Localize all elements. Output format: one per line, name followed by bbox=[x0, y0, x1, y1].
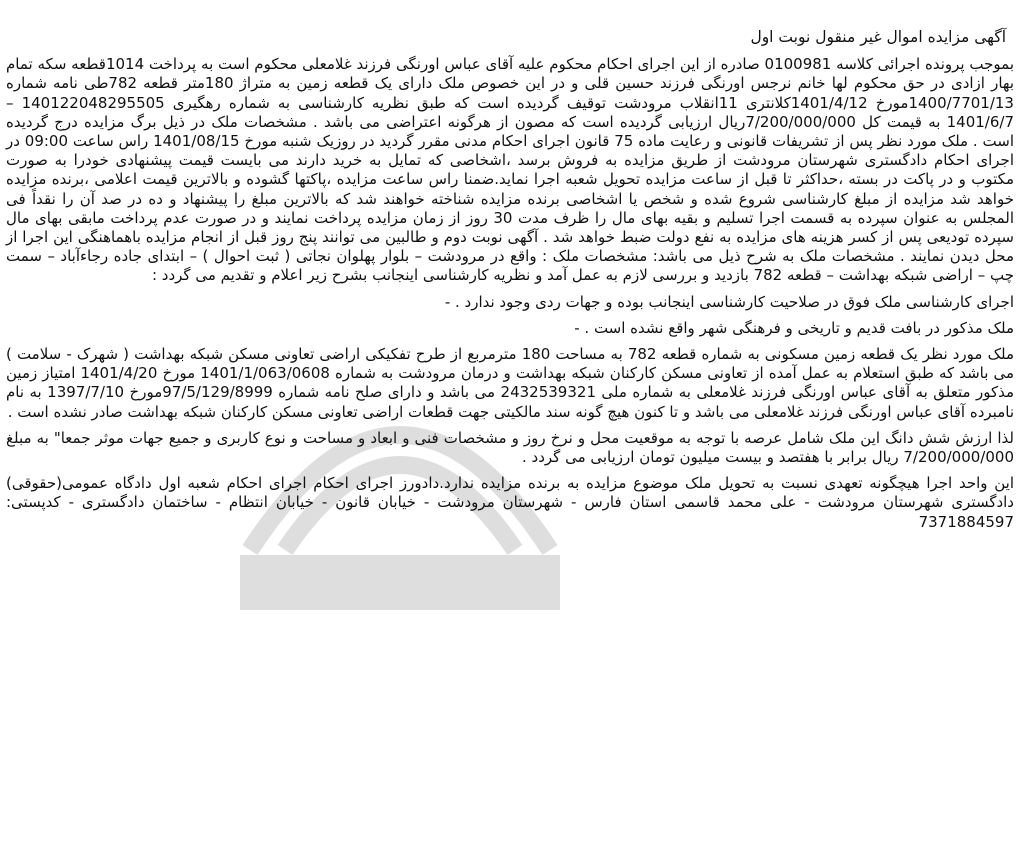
auction-notice bbox=[6, 28, 1014, 532]
notice-paragraph-closing: این واحد اجرا هیچگونه تعهدی نسبت به تحویل ملک موضوع مزایده به برنده مزایده ندارد.دادورز اجرای احکام اجرای احکام شعبه اول دادگاه عمومی(حقوقی) دادگستری شهرستان مرودشت - علی محمد قاسمی استان فارس - شهرستان مرودشت - خیابان قانون - خیابان انتظام - ساختمان دادگستری - کدپستی: 7371884597 bbox=[6, 474, 1014, 531]
notice-paragraph-valuation: لذا ارزش شش دانگ این ملک شامل عرصه با توجه به موقعیت محل و نرخ روز و مشخصات فنی و ابعاد و مساحت و نوع کاربری و جمیع جهات موثر جمعا" به مبلغ 7/200/000/000 ریال برابر با هفتصد و بیست میلیون تومان ارزیابی می گردد . bbox=[6, 428, 1014, 467]
notice-paragraph-main: بموجب پرونده اجرائی کلاسه 0100981 صادره از این اجرای احکام محکوم علیه آقای عباس اورنگی فرزند غلامعلی محکوم است به پرداخت 1014قطعه سکه تمام بهار ازادی در حق محکوم لها خانم نرجس اورنگی فرزند حسین قلی و در این خصوص ملک دارای یک قطعه زمین به متراژ 180متر قطعه 782طی نامه شماره 1400/7701/13مورخ 1401/4/12کلانتری 11انقلاب مرودشت توقیف گردیده است که طبق نظریه کارشناسی به شماره رهگیری 140122048295505 – 1401/6/7 به قیمت کل 7/200/000/000ریال ارزیابی گردیده است که مصون از هرگونه اعتراضی می باشد . مشخصات ملک در ذیل برگ مزایده درج گردیده است . ملک مورد نظر پس از تشریفات قانونی و رعایت ماده 75 قانون اجرای احکام مدنی مقرر گردید در روزیک شنبه مورخ 1401/08/15 راس ساعت 09:00 در اجرای احکام دادگستری شهرستان مرودشت از طریق مزایده به فروش برسد ،اشخاصی که تمایل به خرید دارند می بایست قیمت پیشنهادی خودرا به صورت مکتوب و در پاکت در بسته ،حداکثر تا قبل از ساعت مزایده تحویل شعبه اجرا نماید.ضمنا راس ساعت مزایده ،پاکتها گشوده و بالاترین قیمت اعلامی ،برنده مزایده خواهد شد مزایده از مبلغ کارشناسی شروع شده و شخص یا اشخاصی برنده مزایده شناخته خواهند شد که بالاترین مبلغ را پیشنهاد و ده در صد آن را نقداً فی المجلس به عنوان سپرده به قسمت اجرا تسلیم و بقیه بهای مال را ظرف مدت 30 روز از زمان مزایده پرداخت نمایند و در صورت عدم پرداخت مابقی بهای مال سپرده تودیعی پس از کسر هزینه های مزایده به نفع دولت ضبط خواهد شد . آگهی نوبت دوم و طالبین می توانند پنج روز قبل از انجام مزایده باهماهنگی این اجرا از محل دیدن نمایند . مشخصات ملک به شرح ذیل می باشد: مشخصات ملک : واقع در مرودشت – بلوار پهلوان نجاتی ( ثبت احوال ) – ابتدای جاده رجاءآباد – سمت چپ – اراضی شبکه بهداشت – قطعه 782 بازدید و بررسی لازم به عمل آمد و نظریه کارشناسی اینجانب بشرح زیر اعلام و تقدیم می گردد : bbox=[6, 55, 1014, 285]
notice-paragraph-property-details: ملک مورد نظر یک قطعه زمین مسکونی به شماره قطعه 782 به مساحت 180 مترمربع از طرح تفکیکی اراضی تعاونی مسکن شبکه بهداشت ( شهرک - سلامت ) می باشد که طبق استعلام به عمل آمده از تعاونی مسکن کارکنان شبکه بهداشت و درمان مرودشت به شماره 1401/1/063/0608 مورخ 1401/4/20 امتیاز زمین مذکور متعلق به آقای عباس اورنگی فرزند غلامعلی به شماره ملی 2432539321 می باشد و دارای صلح نامه شماره 97/5/129/8999مورخ 1397/7/10 به نام نامبرده آقای عباس اورنگی فرزند غلامعلی می باشد و تا کنون هیچ گونه سند مالکیتی جهت قطعات اراضی تعاونی مسکن کارکنان شبکه بهداشت صادر نشده است . bbox=[6, 345, 1015, 421]
notice-title: آگهی مزایده اموال غیر منقول نوبت اول bbox=[750, 28, 1006, 46]
notice-paragraph-expert-competence: اجرای کارشناسی ملک فوق در صلاحیت کارشناسی اینجانب بوده و جهات ردی وجود ندارد . - bbox=[444, 292, 1014, 311]
notice-paragraph-historic-area: ملک مذکور در بافت قدیم و تاریخی و فرهنگی شهر واقع نشده است . - bbox=[574, 318, 1014, 337]
